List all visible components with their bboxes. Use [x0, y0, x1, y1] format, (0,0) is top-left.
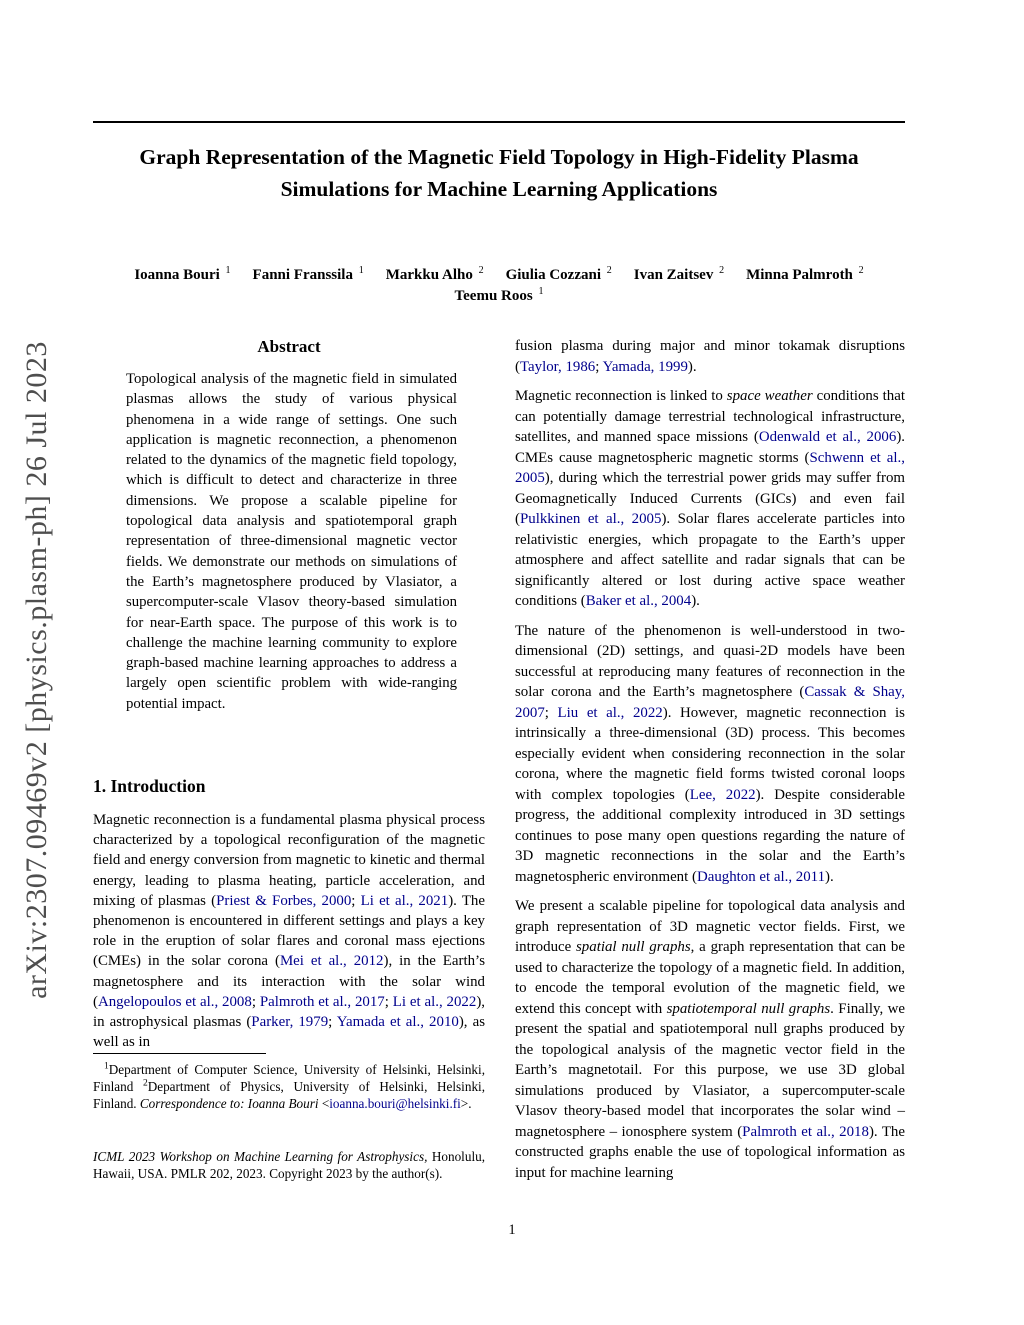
citation-link[interactable]: Odenwald et al., 2006 [758, 429, 897, 445]
citation-link[interactable]: Daughton et al., 2011 [696, 868, 826, 885]
author-name: Teemu Roos $^1$ [454, 286, 544, 304]
text-span: conditions that can potentially damage terrestrial technological infrastructure, satellites, and manned space missions ( [515, 388, 905, 445]
text-span: ). The phenomenon is encountered in different settings and plays a key role in the eruption of solar flares and coronal mass ejections (CMEs) in the solar corona ( [93, 892, 485, 970]
text-span: Department of Physics, University of Helsinki, Helsinki, Finland. [93, 1079, 485, 1112]
author-row [93, 265, 905, 286]
citation-link[interactable]: Palmroth et al., 2017 [259, 993, 385, 1010]
text-span: ). [691, 593, 700, 609]
text-span: ; [595, 358, 603, 375]
section-heading-introduction: 1. Introduction [93, 776, 206, 796]
email-link[interactable]: ioanna.bouri@helsinki.fi [329, 1096, 461, 1112]
author-affiliation-marker: 1 [358, 265, 364, 276]
citation-link[interactable]: Liu et al., 2022 [557, 704, 663, 721]
text-span: Topological analysis of the magnetic field in simulated plasmas allows the study of various physical phenomena in a wide range of settings. One such application is magnetic reconnection, a phenomenon related to the dynamics of the magnetic field topology, which is difficult to detect and characterize in three dimensions. We propose a scalable pipeline for topological data analysis and spatiotemporal graph representation of three-dimensional magnetic vector fields. We demonstrate our methods on simulations of the Earth’s magnetosphere produced by Vlasiator, a supercomputer-scale Vlasov theory-based simulation for near-Earth space. The purpose of this work is to challenge the machine learning community to explore graph-based machine learning approaches to address a largely open scientific problem with wide-ranging potential impact. [126, 371, 457, 712]
citation-link[interactable]: Schwenn et al., 2005 [515, 449, 905, 486]
paragraph [515, 386, 905, 612]
text-span: ), in the Earth’s magnetosphere and its interaction with the solar wind ( [93, 953, 485, 1010]
text-span: ). However, magnetic reconnection is intrinsically a three-dimensional (3D) process. This becomes especially evident when considering reconnection in the solar corona, where the magnetic field forms twisted coronal loops with complex topologies ( [515, 704, 905, 803]
text-span: fusion plasma during major and minor tokamak disruptions ( [515, 338, 905, 375]
text-span: spatial null graphs [576, 939, 691, 955]
text-span: Honolulu, Hawaii, USA. PMLR 202, 2023. Copyright 2023 by the author(s). [93, 1149, 485, 1182]
text-span: ; [351, 892, 361, 909]
author-affiliation-marker: 2 [719, 265, 725, 276]
text-span: The nature of the phenomenon is well-understood in two-dimensional (2D) settings, and quasi-2D models have been successful at reproducing many features of reconnection in the solar corona and the Earth’s magnetosphere ( [515, 622, 905, 700]
citation-link[interactable]: Li et al., 2022 [392, 993, 477, 1010]
text-span: ), in astrophysical plasmas ( [93, 993, 485, 1031]
author-affiliation-marker: 2 [606, 265, 612, 276]
text-span: Magnetic reconnection is linked to [515, 388, 727, 404]
right-column [515, 336, 905, 1192]
text-span: ), during which the terrestrial power grids may suffer from Geomagnetically Induced Currents (GICs) and even fail ( [515, 470, 905, 527]
text-span: ), as well as in [93, 1014, 485, 1051]
author-affiliation-marker: 1 [225, 265, 231, 276]
text-span: ICML 2023 Workshop on Machine Learning for Astrophysics, [93, 1149, 428, 1164]
text-span: ). The constructed graphs enable the use of topological information as input for machine learning [515, 1123, 905, 1181]
citation-link[interactable]: Lee, 2022 [689, 786, 756, 803]
citation-link[interactable]: Li et al., 2021 [360, 892, 449, 909]
citation-link[interactable]: Yamada, 1999 [602, 358, 688, 375]
text-span: space weather [726, 388, 813, 404]
text-span: ; [544, 704, 558, 721]
text-span: ; [384, 993, 393, 1010]
author-name: Giulia Cozzani $^2$ [505, 265, 612, 283]
paragraph [515, 896, 905, 1183]
authors-block [93, 265, 905, 307]
author-name: Ioanna Bouri $^1$ [134, 265, 231, 283]
text-span: . Finally, we present the spatial and spatiotemporal null graphs produced by the topological analysis of the magnetic vector field in the Earth’s magnetotail. For this purpose, we use 3D global simulations produced by Vlasiator, a supercomputer-scale Vlasov theory-based model that incorporates the solar wind – magnetosphere – ionosphere system ( [515, 1000, 906, 1140]
text-span: Correspondence to: Ioanna Bouri [139, 1096, 322, 1112]
top-rule-divider [93, 121, 905, 123]
citation-link[interactable]: Parker, 1979 [251, 1014, 329, 1031]
text-span: , a graph representation that can be used to characterize the topology of a magnetic field. In addition, to encode the temporal evolution of the magnetic field, we extend this concept with [515, 939, 905, 1017]
author-affiliation-marker: 2 [858, 265, 864, 276]
text-span: ; [328, 1014, 337, 1031]
abstract-paragraph [126, 369, 457, 714]
arxiv-stamp: arXiv:2307.09469v2 [physics.plasm-ph] 26 Jul 2023 [20, 341, 53, 999]
abstract-heading: Abstract [257, 337, 321, 356]
footnote-divider [93, 1053, 266, 1054]
citation-link[interactable]: Yamada et al., 2010 [336, 1014, 459, 1031]
paragraph [515, 621, 905, 888]
paragraph [515, 336, 905, 377]
text-span: ). CMEs cause magnetospheric magnetic storms ( [515, 429, 906, 466]
intro-paragraph [93, 810, 485, 1052]
footnote-marker: 2 [142, 1078, 148, 1089]
page-number: 1 [508, 1222, 516, 1238]
text-span: ; [251, 993, 260, 1010]
citation-link[interactable]: Palmroth et al., 2018 [742, 1123, 869, 1140]
citation-link[interactable]: Baker et al., 2004 [585, 593, 692, 609]
text-span: ). Despite considerable progress, the additional complexity introduced in 3D settings continues to pose many open questions regarding the nature of 3D magnetic reconnections in the solar and the Earth’s magnetospheric environment ( [515, 786, 906, 885]
affiliation-footnote [93, 1061, 485, 1113]
text-span: We present a scalable pipeline for topological data analysis and graph representation of 3D magnetic vector fields. First, we introduce [515, 898, 905, 955]
citation-link[interactable]: Taylor, 1986 [519, 358, 596, 375]
paper-title: Graph Representation of the Magnetic Field Topology in High-Fidelity Plasma Simulations for Machine Learning Applications [139, 145, 859, 201]
citation-link[interactable]: Pulkkinen et al., 2005 [519, 511, 662, 527]
text-span: Magnetic reconnection is a fundamental plasma physical process characterized by a topological reconfiguration of the magnetic field and energy conversion from magnetic to kinetic and thermal energy, leading to plasma heating, particle acceleration, and mixing of plasmas ( [93, 812, 485, 909]
publication-notice [93, 1148, 485, 1182]
text-span: ). [825, 868, 834, 885]
citation-link[interactable]: Angelopoulos et al., 2008 [97, 993, 252, 1010]
text-span: >. [460, 1096, 472, 1112]
author-row [93, 286, 905, 307]
text-span: spatiotemporal null graphs [666, 1000, 831, 1017]
text-span: < [321, 1096, 330, 1112]
text-span: Department of Computer Science, University of Helsinki, Helsinki, Finland [93, 1062, 485, 1095]
text-span: ). [687, 358, 697, 375]
citation-link[interactable]: Priest & Forbes, 2000 [216, 892, 352, 909]
author-affiliation-marker: 1 [538, 286, 544, 297]
text-span: ). Solar flares accelerate particles into relativistic energies, which propagate to the Earth’s upper atmosphere and affect satellite and radar signals that can be significantly altered or lost during active space weather conditions ( [515, 511, 905, 609]
footnote-marker: 1 [104, 1061, 109, 1072]
author-name: Minna Palmroth $^2$ [746, 265, 864, 283]
author-name: Markku Alho $^2$ [385, 265, 484, 283]
citation-link[interactable]: Cassak & Shay, 2007 [515, 684, 905, 721]
author-affiliation-marker: 2 [478, 265, 484, 276]
author-name: Ivan Zaitsev $^2$ [633, 265, 725, 283]
citation-link[interactable]: Mei et al., 2012 [279, 953, 384, 970]
author-name: Fanni Franssila $^1$ [252, 265, 364, 283]
